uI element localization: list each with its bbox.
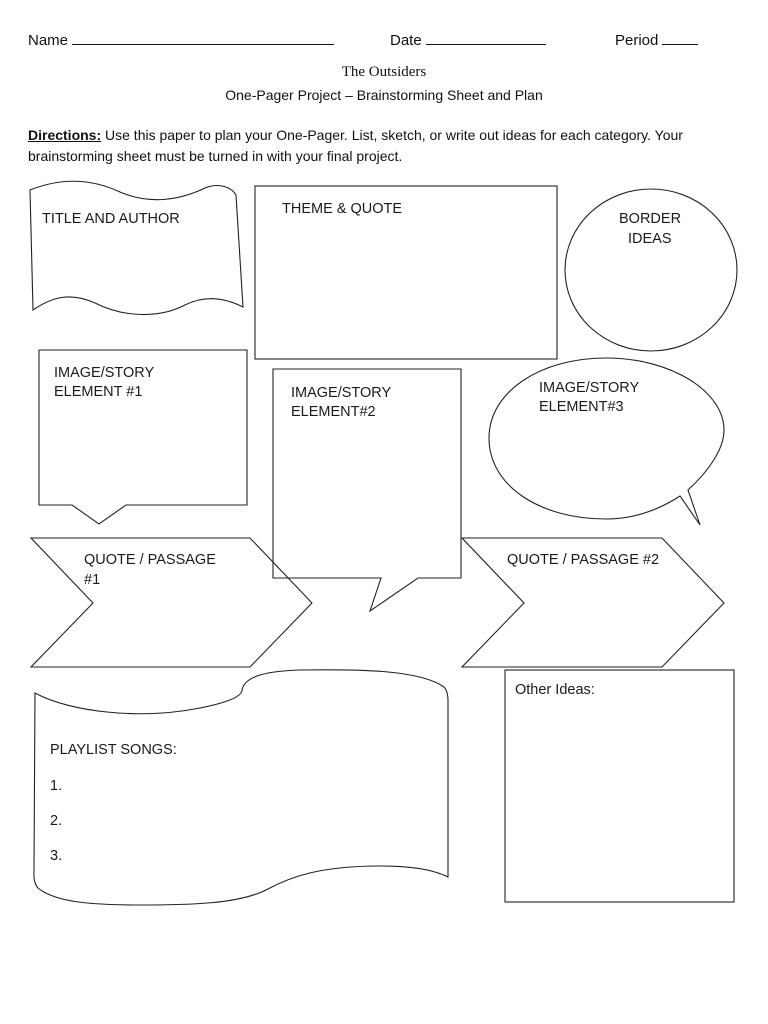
name-label: Name: [28, 32, 69, 49]
directions-label: Directions:: [28, 127, 102, 143]
border-ideas-label-2: IDEAS: [628, 231, 672, 247]
image-element-3-label-2: ELEMENT#3: [539, 399, 624, 415]
document-subtitle: One-Pager Project – Brainstorming Sheet and Plan: [225, 87, 543, 103]
document-title: The Outsiders: [341, 64, 427, 80]
quote-passage-1-label-2: #1: [84, 572, 101, 588]
playlist-title: PLAYLIST SONGS:: [50, 742, 177, 758]
image-element-3-label-1: IMAGE/STORY: [539, 380, 640, 396]
image-element-1-label-1: IMAGE/STORY: [54, 365, 155, 381]
title-author-label: TITLE AND AUTHOR: [42, 211, 180, 227]
quote-passage-1-label-1: QUOTE / PASSAGE: [84, 552, 216, 568]
border-ideas-label-1: BORDER: [619, 211, 682, 227]
playlist-item-2: 2.: [50, 813, 63, 829]
quote-passage-2-label: QUOTE / PASSAGE #2: [507, 552, 660, 568]
theme-quote-label: THEME & QUOTE: [282, 201, 403, 217]
image-element-2-label-2: ELEMENT#2: [291, 404, 376, 420]
playlist-scroll: [34, 670, 448, 905]
period-label: Period: [615, 32, 659, 49]
other-ideas-label: Other Ideas:: [515, 682, 595, 698]
date-label: Date: [390, 32, 422, 49]
image-element-1-label-2: ELEMENT #1: [54, 384, 143, 400]
playlist-item-3: 3.: [50, 848, 63, 864]
playlist-item-1: 1.: [50, 778, 63, 794]
directions-text: Use this paper to plan your One-Pager. List, sketch, or write out ideas for each category. Your brainstorming sheet must be turned in with your final project.: [28, 127, 683, 164]
other-ideas-box: [505, 670, 734, 902]
title-author-banner: [30, 181, 243, 314]
image-element-2-label-1: IMAGE/STORY: [291, 385, 392, 401]
